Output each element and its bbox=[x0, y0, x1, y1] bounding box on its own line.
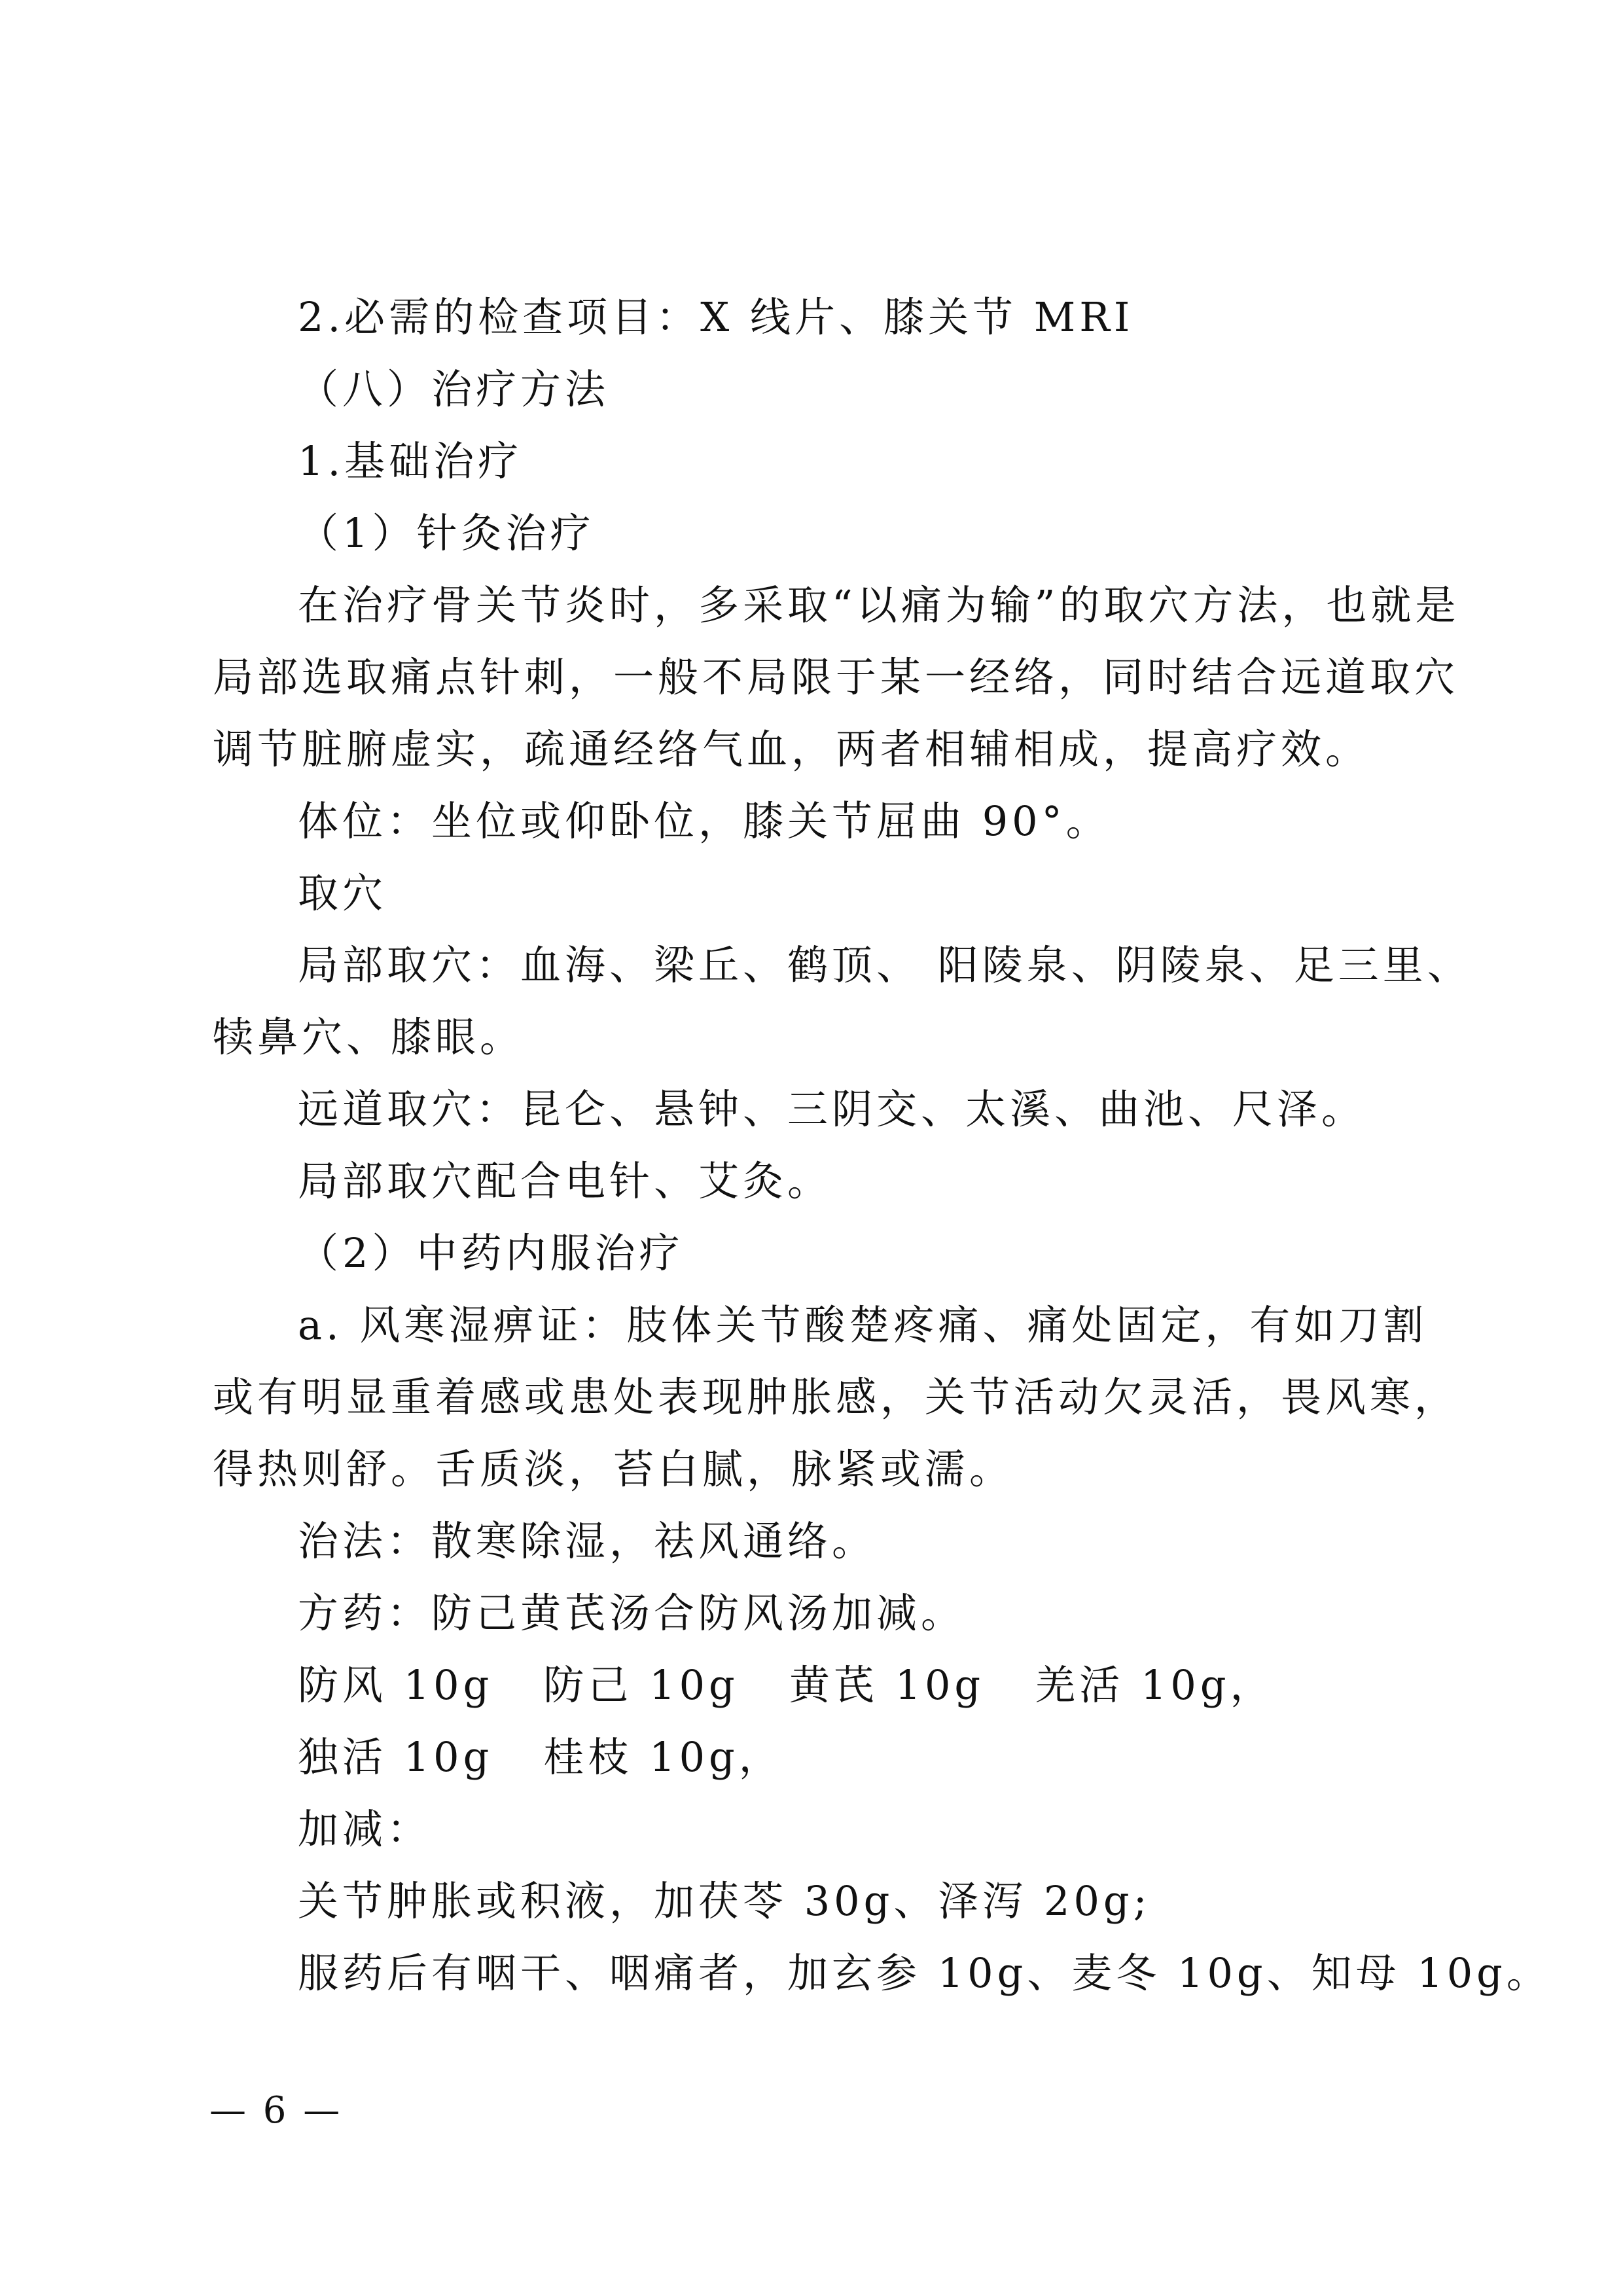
heading-treatment-methods: （八）治疗方法 bbox=[298, 365, 610, 413]
text-line-herbs: 防风 10g 防己 10g 黄芪 10g 羌活 10g， bbox=[298, 1661, 1275, 1709]
paragraph-line: a. 风寒湿痹证：肢体关节酸楚疼痛、痛处固定，有如刀割 bbox=[298, 1301, 1428, 1349]
text-line-prescription: 方药：防己黄芪汤合防风汤加减。 bbox=[298, 1589, 966, 1637]
paragraph-line: 或有明显重着感或患处表现肿胀感，关节活动欠灵活，畏风寒， bbox=[213, 1373, 1459, 1421]
heading-basic-treatment: 1.基础治疗 bbox=[298, 437, 523, 485]
text-line-treatment-principle: 治法：散寒除湿，祛风通络。 bbox=[298, 1517, 877, 1565]
paragraph-line: 得热则舒。舌质淡，苔白腻，脉紧或濡。 bbox=[213, 1445, 1014, 1493]
paragraph-line: 局部选取痛点针刺，一般不局限于某一经络，同时结合远道取穴 bbox=[213, 653, 1459, 701]
heading-acupuncture: （1）针灸治疗 bbox=[298, 509, 595, 557]
text-line-modifications: 加减： bbox=[298, 1805, 432, 1853]
text-line-modification: 关节肿胀或积液，加茯苓 30g、泽泻 20g; bbox=[298, 1877, 1151, 1925]
paragraph-line: 在治疗骨关节炎时，多采取“以痛为输”的取穴方法，也就是 bbox=[298, 581, 1460, 629]
text-line-posture: 体位：坐位或仰卧位，膝关节屈曲 90°。 bbox=[298, 797, 1111, 845]
text-line-distal-points: 远道取穴：昆仑、悬钟、三阴交、太溪、曲池、尺泽。 bbox=[298, 1085, 1366, 1133]
paragraph-line: 犊鼻穴、膝眼。 bbox=[213, 1013, 525, 1061]
text-line-modification: 服药后有咽干、咽痛者，加玄参 10g、麦冬 10g、知母 10g。 bbox=[298, 1949, 1551, 1997]
paragraph-line: 局部取穴：血海、梁丘、鹤顶、 阳陵泉、阴陵泉、足三里、 bbox=[298, 941, 1472, 989]
text-line-herbs: 独活 10g 桂枝 10g， bbox=[298, 1733, 783, 1781]
text-line-electroacupuncture: 局部取穴配合电针、艾灸。 bbox=[298, 1157, 832, 1205]
page-number: — 6 — bbox=[209, 2089, 343, 2132]
heading-herbal-medicine: （2）中药内服治疗 bbox=[298, 1229, 684, 1277]
text-line-acupoints: 取穴 bbox=[298, 869, 387, 917]
text-line-check-items: 2.必需的检查项目：X 线片、膝关节 MRI bbox=[298, 293, 1134, 341]
paragraph-line: 调节脏腑虚实，疏通经络气血，两者相辅相成，提高疗效。 bbox=[213, 725, 1370, 773]
